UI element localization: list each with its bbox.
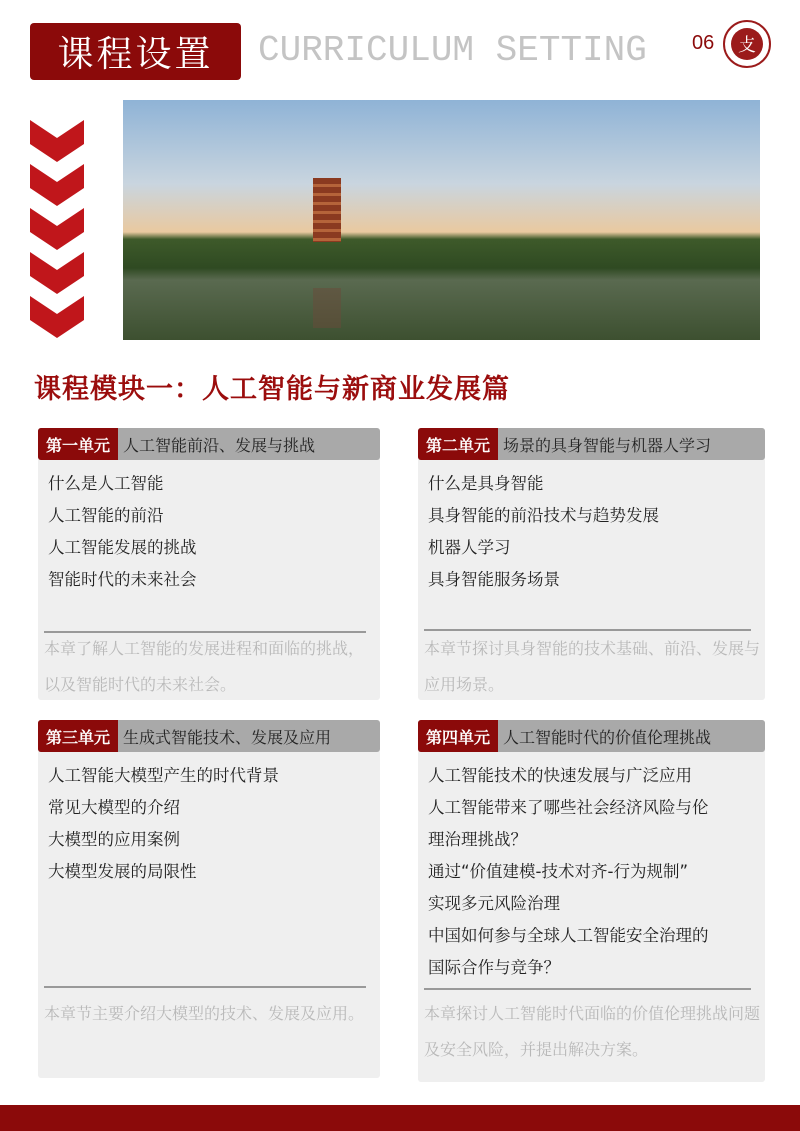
list-item: 理治理挑战？ — [428, 830, 527, 849]
unit-card-1 — [38, 428, 380, 700]
list-item: 具身智能服务场景 — [428, 570, 560, 589]
list-item: 具身智能的前沿技术与趋势发展 — [428, 506, 659, 525]
list-item: 什么是人工智能 — [48, 474, 164, 493]
module-title: 课程模块一：人工智能与新商业发展篇 — [34, 374, 510, 405]
list-item: 常见大模型的介绍 — [48, 798, 180, 817]
unit-label: 第四单元 — [418, 720, 498, 752]
unit-title: 人工智能时代的价值伦理挑战 — [503, 727, 712, 747]
list-item: 智能时代的未来社会 — [48, 570, 197, 589]
campus-photo — [123, 100, 760, 340]
unit-title: 场景的具身智能与机器人学习 — [503, 435, 712, 455]
unit-note: 本章节主要介绍大模型的技术、发展及应用。 — [44, 1004, 365, 1023]
unit-label: 第三单元 — [38, 720, 118, 752]
page-number: 06 — [692, 32, 715, 54]
list-item: 大模型的应用案例 — [48, 830, 180, 849]
list-item: 中国如何参与全球人工智能安全治理的 — [428, 926, 709, 945]
list-item: 实现多元风险治理 — [428, 894, 560, 913]
unit-card-4 — [418, 720, 765, 1082]
unit-card-3 — [38, 720, 380, 1078]
chevron-decoration-icon — [30, 120, 84, 340]
list-item: 机器人学习 — [428, 538, 511, 557]
unit-note: 本章了解人工智能的发展进程和面临的挑战，以及智能时代的未来社会。 — [44, 639, 365, 694]
page-subtitle: CURRICULUM SETTING — [258, 30, 647, 71]
list-item: 人工智能大模型产生的时代背景 — [48, 766, 279, 785]
pagoda-image — [313, 178, 341, 242]
unit-note: 本章探讨人工智能时代面临的价值伦理挑战问题及安全风险，并提出解决方案。 — [424, 1004, 761, 1059]
list-item: 什么是具身智能 — [428, 474, 544, 493]
page-title: 课程设置 — [30, 23, 241, 80]
pagoda-reflection — [313, 288, 341, 328]
unit-title: 人工智能前沿、发展与挑战 — [123, 435, 316, 455]
unit-card-2 — [418, 428, 765, 700]
divider — [424, 988, 751, 990]
divider — [44, 986, 366, 988]
list-item: 人工智能带来了哪些社会经济风险与伦 — [428, 798, 709, 817]
list-item: 人工智能发展的挑战 — [48, 538, 197, 557]
unit-label: 第一单元 — [38, 428, 118, 460]
university-seal-logo: ⽁ — [723, 20, 771, 68]
list-item: 人工智能技术的快速发展与广泛应用 — [428, 766, 692, 785]
list-item: 国际合作与竞争？ — [428, 958, 560, 977]
list-item: 大模型发展的局限性 — [48, 862, 197, 881]
list-item: 通过“价值建模-技术对齐-行为规制” — [428, 862, 689, 881]
unit-title: 生成式智能技术、发展及应用 — [123, 727, 332, 747]
unit-label: 第二单元 — [418, 428, 498, 460]
footer-bar — [0, 1105, 800, 1131]
list-item: 人工智能的前沿 — [48, 506, 164, 525]
unit-note: 本章节探讨具身智能的技术基础、前沿、发展与应用场景。 — [424, 639, 761, 694]
